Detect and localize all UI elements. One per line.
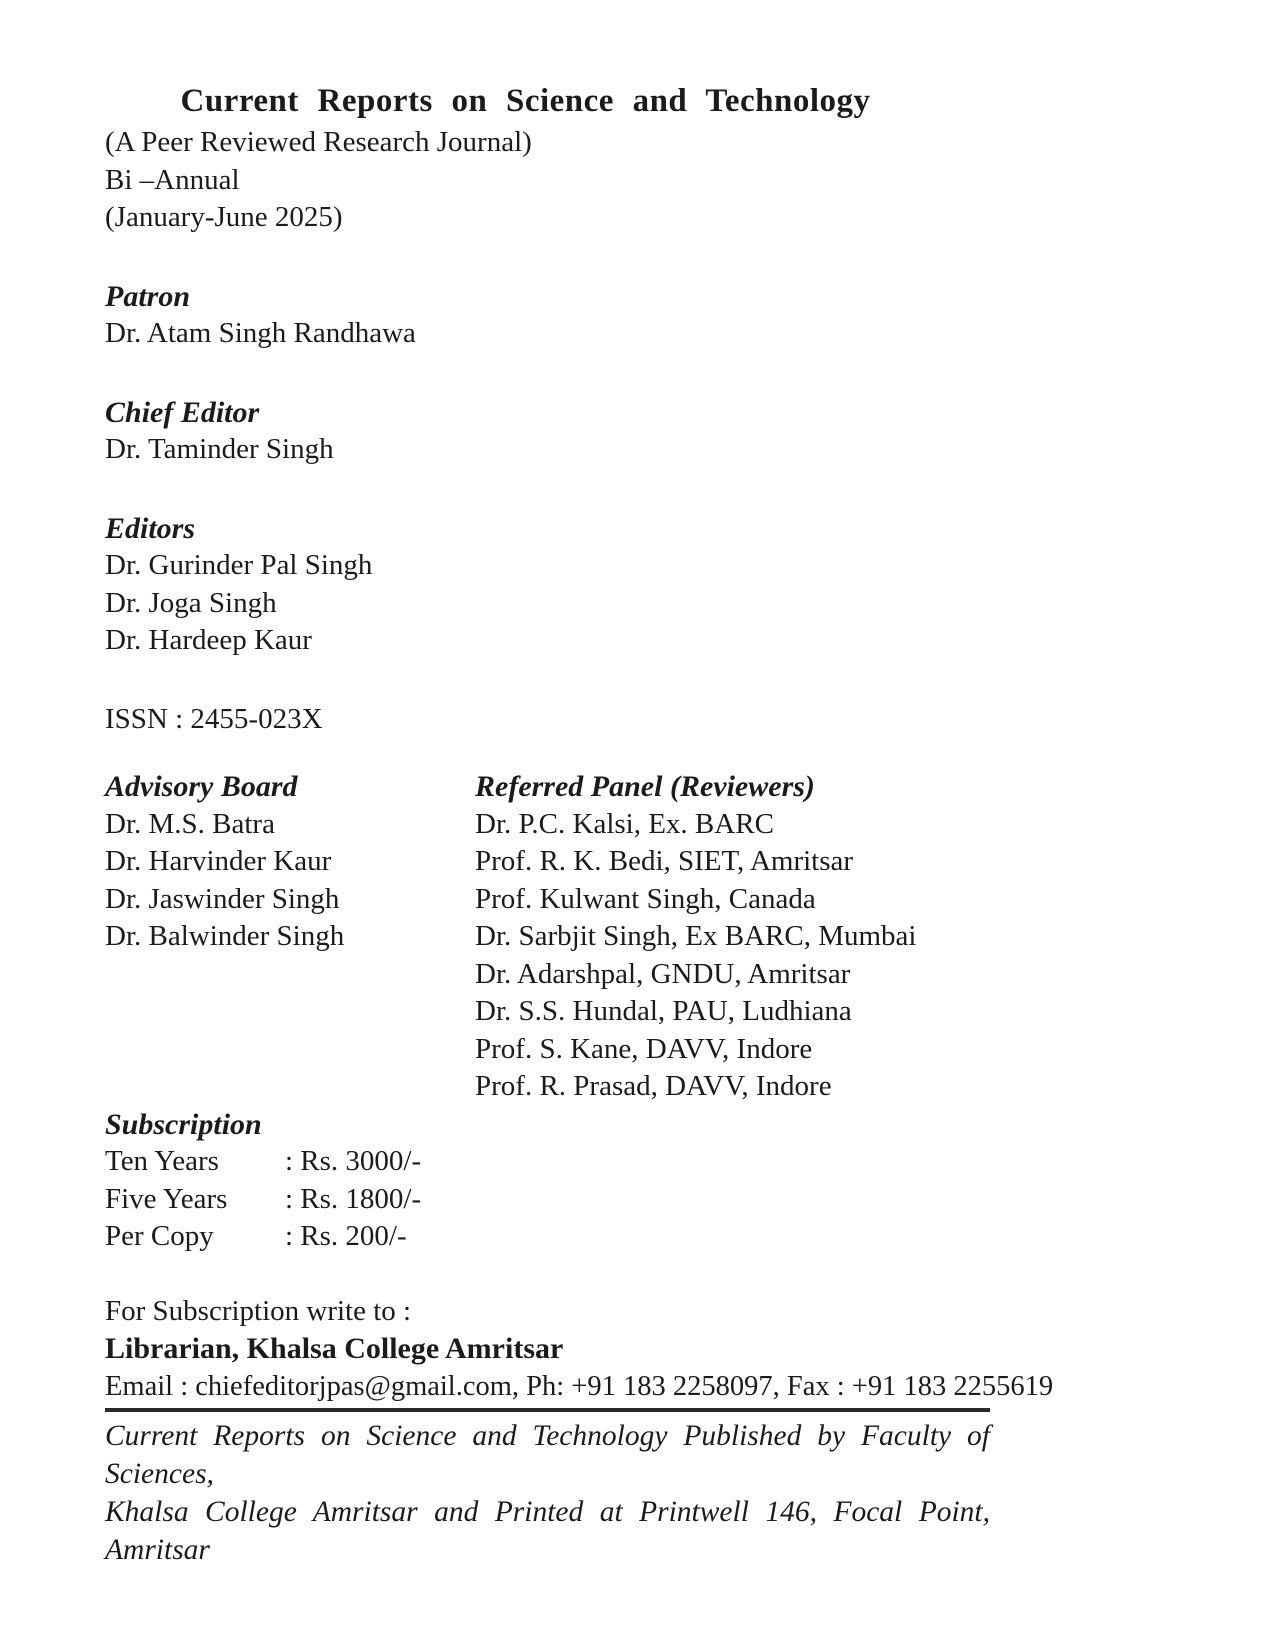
patron-heading: Patron	[105, 279, 191, 313]
chief-editor-name: Dr. Taminder Singh	[105, 433, 334, 465]
advisory-member: Dr. Jaswinder Singh	[105, 882, 340, 915]
issn-section	[105, 701, 990, 739]
subscription-write-to-line: For Subscription write to :	[105, 1294, 412, 1327]
subscription-term: Per Copy	[105, 1220, 214, 1252]
subscription-term: Ten Years	[105, 1145, 219, 1177]
imprint-section	[105, 1417, 990, 1569]
referred-member: Dr. Sarbjit Singh, Ex BARC, Mumbai	[475, 920, 917, 952]
advisory-member: Dr. M.S. Batra	[105, 807, 275, 840]
subscription-addressee: Librarian, Khalsa College Amritsar	[105, 1332, 564, 1365]
subscription-rate: : Rs. 200/-	[285, 1220, 407, 1252]
referred-member: Prof. S. Kane, DAVV, Indore	[475, 1032, 813, 1065]
advisory-member: Dr. Harvinder Kaur	[105, 845, 332, 877]
frequency-line: Bi –Annual	[105, 163, 240, 196]
imprint-line: Khalsa College Amritsar and Printed at Printwell 146, Focal Point, Amritsar	[105, 1496, 990, 1566]
contact-section	[105, 1293, 1054, 1406]
subscription-term: Five Years	[105, 1182, 228, 1215]
referred-member: Dr. P.C. Kalsi, Ex. BARC	[475, 807, 774, 840]
advisory-member: Dr. Balwinder Singh	[105, 920, 345, 952]
patron-section	[105, 278, 990, 353]
journal-type-line: (A Peer Reviewed Research Journal)	[105, 126, 532, 158]
referred-member: Prof. R. K. Bedi, SIET, Amritsar	[475, 845, 854, 877]
imprint-line: Current Reports on Science and Technology Published by Faculty of Sciences,	[105, 1420, 990, 1490]
subscription-rate: : Rs. 3000/-	[285, 1145, 422, 1177]
referred-member: Prof. Kulwant Singh, Canada	[475, 882, 816, 915]
boards-columns	[105, 768, 990, 1106]
referred-member: Prof. R. Prasad, DAVV, Indore	[475, 1070, 832, 1102]
editor-name: Dr. Gurinder Pal Singh	[105, 549, 373, 581]
referred-member: Dr. S.S. Hundal, PAU, Ludhiana	[475, 995, 852, 1027]
subscription-row	[105, 1218, 990, 1256]
referred-panel-section	[475, 768, 990, 1106]
chief-editor-heading: Chief Editor	[105, 395, 260, 429]
referred-member: Dr. Adarshpal, GNDU, Amritsar	[475, 957, 851, 990]
advisory-board-section	[105, 768, 475, 956]
subscription-heading: Subscription	[105, 1107, 262, 1141]
advisory-board-heading: Advisory Board	[105, 770, 298, 803]
page-title: Current Reports on Science and Technology	[180, 83, 871, 119]
subscription-rate: : Rs. 1800/-	[285, 1182, 422, 1215]
editors-section	[105, 510, 990, 660]
subscription-row	[105, 1143, 990, 1181]
editors-heading: Editors	[105, 511, 196, 545]
referred-panel-heading: Referred Panel (Reviewers)	[475, 770, 815, 803]
subscription-row	[105, 1181, 990, 1219]
chief-editor-section	[105, 394, 990, 469]
editor-name: Dr. Joga Singh	[105, 586, 277, 619]
divider-rule	[105, 1408, 990, 1412]
masthead-subtitle	[105, 124, 990, 237]
journal-front-matter-page	[105, 0, 1054, 1569]
subscription-section	[105, 1106, 990, 1256]
patron-name: Dr. Atam Singh Randhawa	[105, 317, 416, 349]
contact-email-line: Email : chiefeditorjpas@gmail.com, Ph: +91 183 2258097, Fax : +91 183 2255619	[105, 1370, 1054, 1402]
editor-name: Dr. Hardeep Kaur	[105, 624, 312, 656]
issue-period-line: (January-June 2025)	[105, 201, 343, 233]
issn-line: ISSN : 2455-023X	[105, 702, 323, 735]
